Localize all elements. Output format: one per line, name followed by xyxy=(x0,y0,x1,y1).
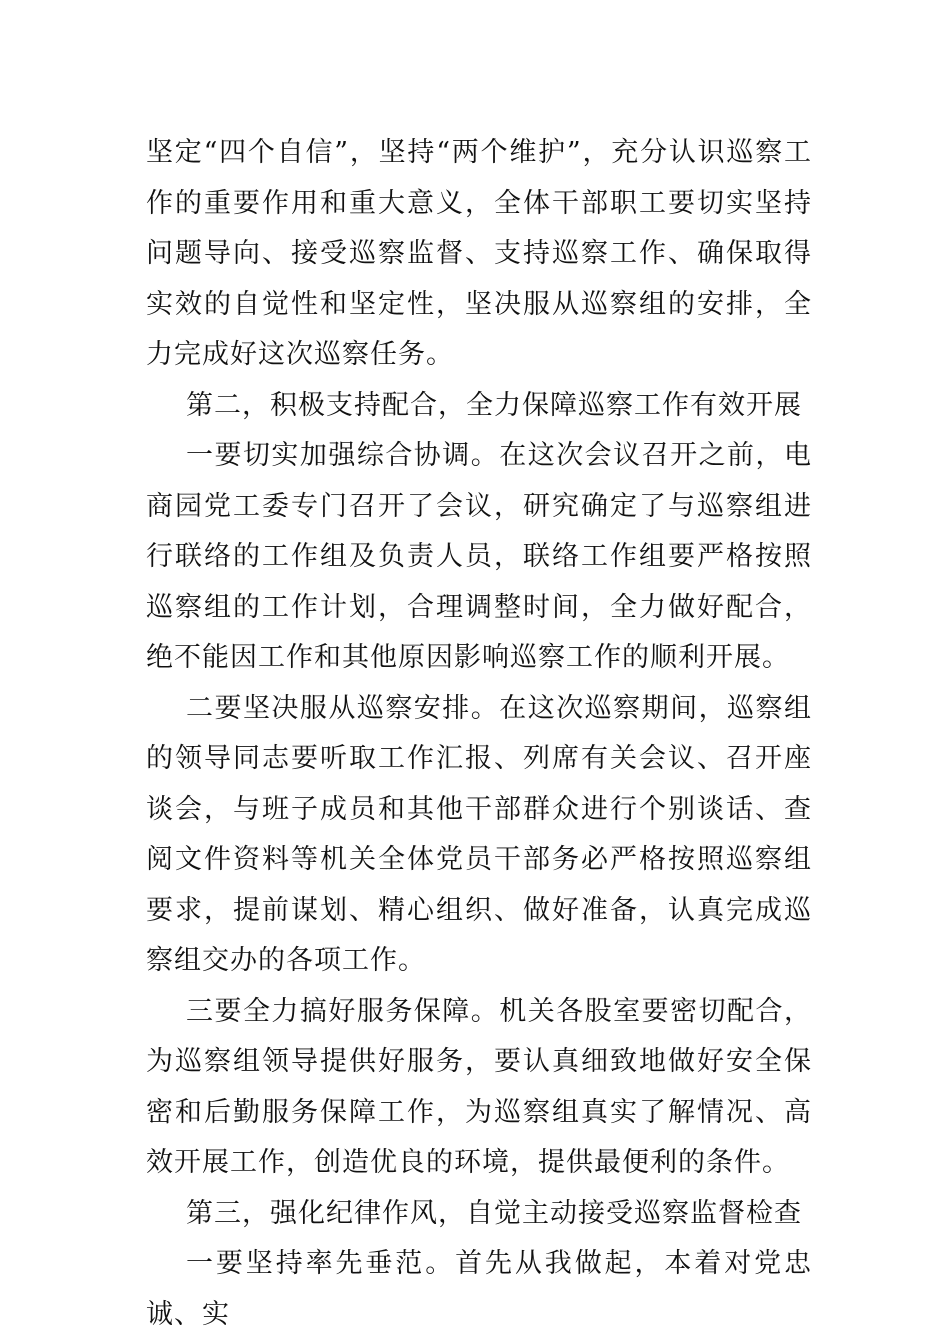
paragraph-continuation: 坚定“四个自信”，坚持“两个维护”，充分认识巡察工作的重要作用和重大意义，全体干部职工要切实坚持问题导向、接受巡察监督、支持巡察工作、确保取得实效的自觉性和坚定性，坚决服从巡察组的安排，全力完成好这次巡察任务。 xyxy=(146,137,812,370)
paragraph-coordination: 一要切实加强综合协调。在这次会议召开之前，电商园党工委专门召开了会议，研究确定了与巡察组进行联络的工作组及负责人员，联络工作组要严格按照巡察组的工作计划，合理调整时间，全力做好配合，绝不能因工作和其他原因影响巡察工作的顺利开展。 xyxy=(146,440,812,673)
paragraph-obey-arrangement: 二要坚决服从巡察安排。在这次巡察期间，巡察组的领导同志要听取工作汇报、列席有关会议、召开座谈会，与班子成员和其他干部群众进行个别谈话、查阅文件资料等机关全体党员干部务必严格按照巡察组要求，提前谋划、精心组织、做好准备，认真完成巡察组交办的各项工作。 xyxy=(146,692,812,976)
document-body xyxy=(146,128,812,1340)
section-heading-2: 第二，积极支持配合，全力保障巡察工作有效开展 xyxy=(186,389,802,421)
paragraph-service-support: 三要全力搞好服务保障。机关各股室要密切配合，为巡察组领导提供好服务，要认真细致地做好安全保密和后勤服务保障工作，为巡察组真实了解情况、高效开展工作，创造优良的环境，提供最便利的条件。 xyxy=(146,995,812,1178)
section-heading-3: 第三，强化纪律作风，自觉主动接受巡察监督检查 xyxy=(186,1197,802,1229)
paragraph-lead-by-example: 一要坚持率先垂范。首先从我做起，本着对党忠诚、实 xyxy=(146,1248,812,1330)
